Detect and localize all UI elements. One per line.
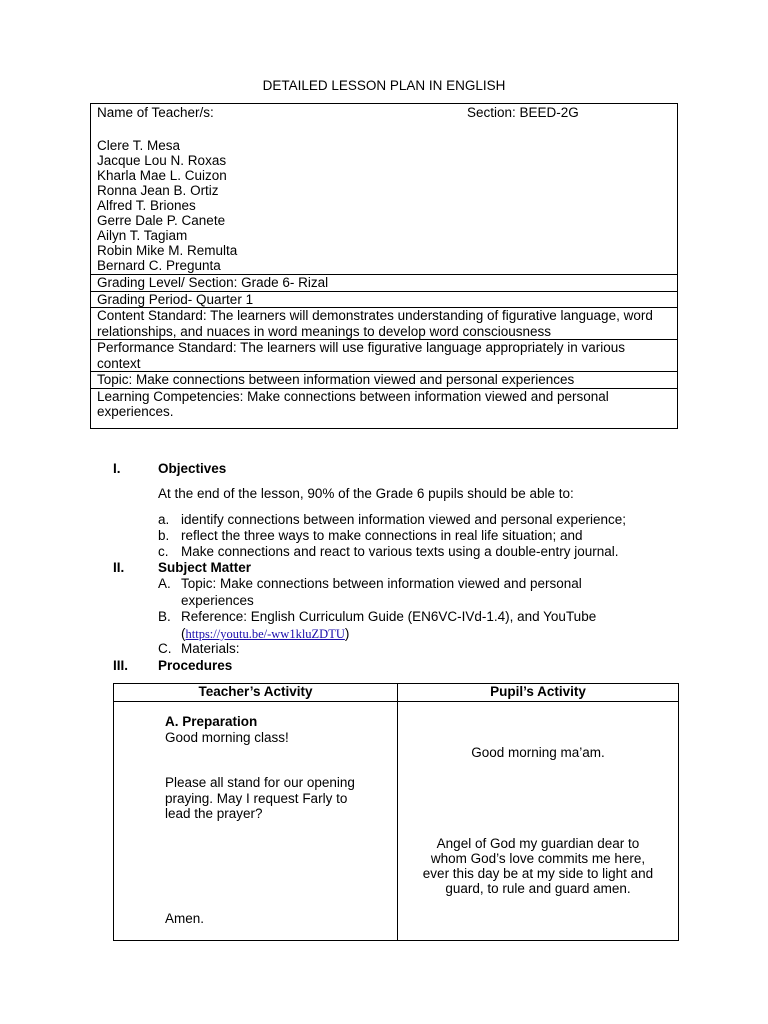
teacher-name: Clere T. Mesa (97, 138, 181, 153)
name-of-teachers-label: Name of Teacher/s: (97, 105, 214, 120)
objective-item: identify connections between information viewed and personal experience; (181, 512, 627, 527)
paren-close: ) (344, 626, 350, 641)
pupil-prayer-line: guard, to rule and guard amen. (445, 881, 631, 896)
teacher-header-row (91, 104, 677, 138)
objective-item: Make connections and react to various texts using a double-entry journal. (181, 544, 619, 559)
teacher-activity-header: Teacher’s Activity (114, 684, 397, 702)
objective-letter: b. (158, 528, 170, 543)
reference-link-line (181, 626, 349, 642)
objectives-heading: Objectives (158, 461, 227, 476)
teacher-name: Jacque Lou N. Roxas (97, 153, 227, 168)
teacher-name: Ailyn T. Tagiam (97, 228, 188, 243)
objective-item: reflect the three ways to make connections in real life situation; and (181, 528, 583, 543)
performance-standard-row: Performance Standard: The learners will use figurative language appropriately in various context (91, 339, 677, 371)
subject-letter: C. (158, 641, 172, 656)
pupil-prayer-line: whom God’s love commits me here, (430, 851, 646, 866)
teacher-name: Bernard C. Pregunta (97, 258, 221, 273)
procedures-number: III. (113, 658, 129, 673)
teacher-names-list (91, 138, 677, 274)
section-label: Section: BEED-2G (467, 105, 579, 120)
content-standard-row: Content Standard: The learners will demonstrates understanding of figurative language, word relationships, and nuaces in word meanings to develop word consciousness (91, 307, 677, 339)
info-table (90, 103, 678, 429)
teacher-name: Ronna Jean B. Ortiz (97, 183, 219, 198)
subject-letter: A. (158, 576, 171, 591)
objectives-number: I. (113, 461, 121, 476)
subject-letter: B. (158, 609, 171, 624)
teacher-name: Robin Mike M. Remulta (97, 243, 238, 258)
learning-competencies-row: Learning Competencies: Make connections between information viewed and personal experiences. (91, 388, 677, 428)
document-title: DETAILED LESSON PLAN IN ENGLISH (262, 78, 506, 93)
paren-open: ( (181, 626, 186, 641)
teacher-prayer-line: lead the prayer? (165, 806, 263, 821)
topic-row: Topic: Make connections between information viewed and personal experiences (91, 371, 677, 388)
teacher-prayer-line: Please all stand for our opening (165, 775, 355, 790)
teacher-prayer-line: praying. May I request Farly to (165, 791, 348, 806)
grading-level-row: Grading Level/ Section: Grade 6- Rizal (91, 274, 677, 291)
subject-matter-number: II. (113, 560, 125, 575)
pupil-prayer-line: ever this day be at my side to light and (422, 866, 654, 881)
pupil-prayer-line: Angel of God my guardian dear to (436, 836, 640, 851)
objective-letter: c. (158, 544, 169, 559)
subject-topic-cont: experiences (181, 593, 254, 608)
subject-topic: Topic: Make connections between information viewed and personal (181, 576, 582, 591)
teacher-amen: Amen. (165, 911, 205, 926)
pupil-greeting: Good morning ma’am. (471, 745, 605, 760)
teacher-greeting: Good morning class! (165, 730, 289, 745)
teacher-name: Alfred T. Briones (97, 198, 196, 213)
subject-reference: Reference: English Curriculum Guide (EN6VC-IVd-1.4), and YouTube (181, 609, 597, 624)
pupil-activity-header: Pupil’s Activity (398, 684, 678, 702)
youtube-link[interactable]: https://youtu.be/-ww1kluZDTU (185, 627, 345, 641)
procedures-table (113, 683, 679, 941)
column-divider (397, 684, 398, 940)
procedures-heading: Procedures (158, 658, 233, 673)
teacher-name: Gerre Dale P. Canete (97, 213, 226, 228)
subject-matter-heading: Subject Matter (158, 560, 252, 575)
teacher-name: Kharla Mae L. Cuizon (97, 168, 227, 183)
objective-letter: a. (158, 512, 170, 527)
grading-period-row: Grading Period- Quarter 1 (91, 291, 677, 308)
subject-materials: Materials: (181, 641, 240, 656)
preparation-heading: A. Preparation (165, 714, 258, 729)
objectives-intro: At the end of the lesson, 90% of the Grade 6 pupils should be able to: (158, 486, 574, 501)
